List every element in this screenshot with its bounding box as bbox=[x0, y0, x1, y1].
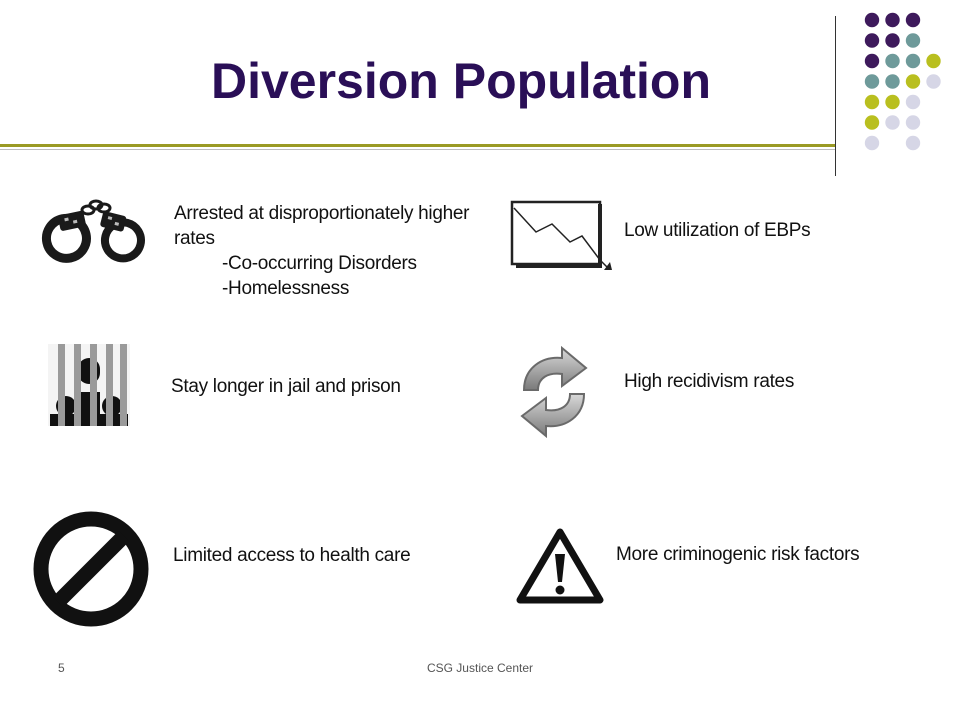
decor-dot bbox=[865, 136, 879, 150]
decor-dot bbox=[906, 95, 920, 109]
item-label: Arrested at disproportionately higher rates bbox=[174, 203, 470, 249]
decor-dot bbox=[926, 54, 940, 68]
decor-dot bbox=[906, 136, 920, 150]
decor-dot bbox=[885, 74, 899, 88]
title-underline-shadow bbox=[0, 149, 836, 150]
item-text-risk: More criminogenic risk factors bbox=[616, 544, 860, 565]
decor-dot bbox=[906, 13, 920, 27]
decor-dot bbox=[906, 115, 920, 129]
decor-dot bbox=[865, 115, 879, 129]
decor-dot bbox=[926, 74, 940, 88]
item-text-recidivism: High recidivism rates bbox=[624, 371, 795, 392]
decor-dot bbox=[865, 74, 879, 88]
decor-dot bbox=[865, 33, 879, 47]
decor-dot bbox=[885, 54, 899, 68]
item-text-health: Limited access to health care bbox=[173, 545, 411, 566]
decor-dot bbox=[865, 13, 879, 27]
recycle-arrows-icon bbox=[508, 346, 600, 438]
item-text-arrest bbox=[174, 201, 474, 301]
slide-footer: CSG Justice Center bbox=[426, 661, 534, 675]
item-text-ebp: Low utilization of EBPs bbox=[624, 220, 811, 241]
item-text-jail: Stay longer in jail and prison bbox=[171, 376, 401, 397]
decor-dot bbox=[885, 115, 899, 129]
title-underline bbox=[0, 144, 836, 147]
prohibited-icon bbox=[32, 510, 150, 628]
decor-dot bbox=[865, 54, 879, 68]
subitem-homelessness: -Homelessness bbox=[222, 278, 350, 299]
decor-dot bbox=[885, 13, 899, 27]
decor-dot bbox=[906, 54, 920, 68]
declining-chart-icon bbox=[508, 198, 616, 274]
subitem-co-occurring: -Co-occurring Disorders bbox=[222, 253, 417, 274]
decor-dot bbox=[885, 33, 899, 47]
slide-title: Diversion Population bbox=[210, 53, 712, 109]
decor-dot bbox=[885, 95, 899, 109]
jail-bars-icon bbox=[48, 344, 130, 426]
decor-dot bbox=[906, 33, 920, 47]
warning-icon bbox=[516, 526, 604, 604]
decor-dot bbox=[906, 74, 920, 88]
decor-dot-grid bbox=[844, 12, 960, 158]
decor-vertical-line bbox=[835, 16, 836, 176]
decor-dot bbox=[865, 95, 879, 109]
handcuffs-icon bbox=[38, 196, 148, 268]
slide-number: 5 bbox=[58, 661, 65, 675]
